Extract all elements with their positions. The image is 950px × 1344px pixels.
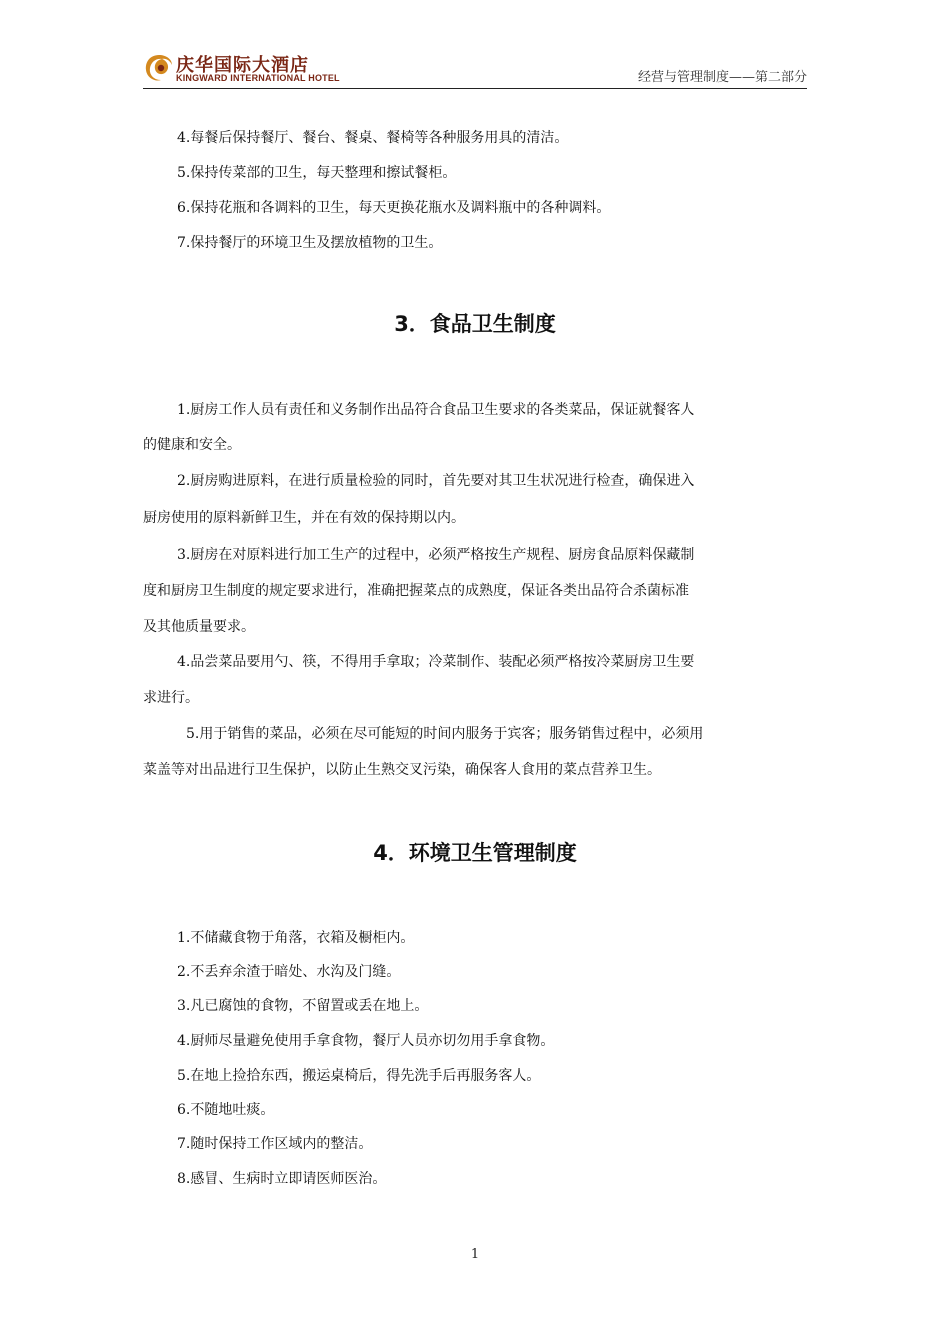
list-item: 7.保持餐厅的环境卫生及摆放植物的卫生。 <box>177 235 443 251</box>
paragraph-line: 菜盖等对出品进行卫生保护，以防止生熟交叉污染，确保客人食用的菜点营养卫生。 <box>143 762 661 778</box>
list-item: 8.感冒、生病时立即请医师医治。 <box>177 1171 387 1187</box>
list-item: 2.不丢弃余渣于暗处、水沟及门缝。 <box>177 964 401 980</box>
list-item: 6.不随地吐痰。 <box>177 1102 275 1118</box>
paragraph-line: 厨房使用的原料新鲜卫生，并在有效的保持期以内。 <box>143 510 465 526</box>
list-item: 4.每餐后保持餐厅、餐台、餐桌、餐椅等各种服务用具的清洁。 <box>177 130 569 146</box>
paragraph-line: 3.厨房在对原料进行加工生产的过程中，必须严格按生产规程、厨房食品原料保藏制 <box>177 547 695 563</box>
list-item: 5.在地上捡拾东西，搬运桌椅后，得先洗手后再服务客人。 <box>177 1068 541 1084</box>
hotel-logo-swirl-icon <box>143 52 175 84</box>
list-item: 7.随时保持工作区域内的整洁。 <box>177 1136 373 1152</box>
page-number: 1 <box>470 1247 480 1262</box>
list-item: 6.保持花瓶和各调料的卫生，每天更换花瓶水及调料瓶中的各种调料。 <box>177 200 611 216</box>
paragraph-line: 度和厨房卫生制度的规定要求进行，准确把握菜点的成熟度，保证各类出品符合杀菌标准 <box>143 583 689 599</box>
paragraph-line: 5.用于销售的菜品，必须在尽可能短的时间内服务于宾客；服务销售过程中，必须用 <box>186 726 704 742</box>
list-item: 1.不储藏食物于角落，衣箱及橱柜内。 <box>177 930 415 946</box>
paragraph-line: 1.厨房工作人员有责任和义务制作出品符合食品卫生要求的各类菜品，保证就餐客人 <box>177 402 695 418</box>
list-item: 4.厨师尽量避免使用手拿食物，餐厅人员亦切勿用手拿食物。 <box>177 1033 555 1049</box>
paragraph-line: 求进行。 <box>143 690 199 706</box>
paragraph-line: 4.品尝菜品要用勺、筷，不得用手拿取；冷菜制作、装配必须严格按冷菜厨房卫生要 <box>177 654 695 670</box>
hotel-logo <box>143 50 343 86</box>
paragraph-line: 及其他质量要求。 <box>143 619 255 635</box>
section-heading: 4．环境卫生管理制度 <box>373 841 577 865</box>
header-section-title: 经营与管理制度——第二部分 <box>637 70 807 85</box>
hotel-name-en: KINGWARD INTERNATIONAL HOTEL <box>176 73 340 83</box>
list-item: 5.保持传菜部的卫生，每天整理和擦试餐柜。 <box>177 165 457 181</box>
paragraph-line: 的健康和安全。 <box>143 437 241 453</box>
list-item: 3.凡已腐蚀的食物，不留置或丢在地上。 <box>177 998 429 1014</box>
paragraph-line: 2.厨房购进原料，在进行质量检验的同时，首先要对其卫生状况进行检查，确保进入 <box>177 473 695 489</box>
page-header <box>143 50 807 89</box>
section-heading: 3．食品卫生制度 <box>394 312 556 336</box>
hotel-name-cn: 庆华国际大酒店 <box>176 55 309 76</box>
